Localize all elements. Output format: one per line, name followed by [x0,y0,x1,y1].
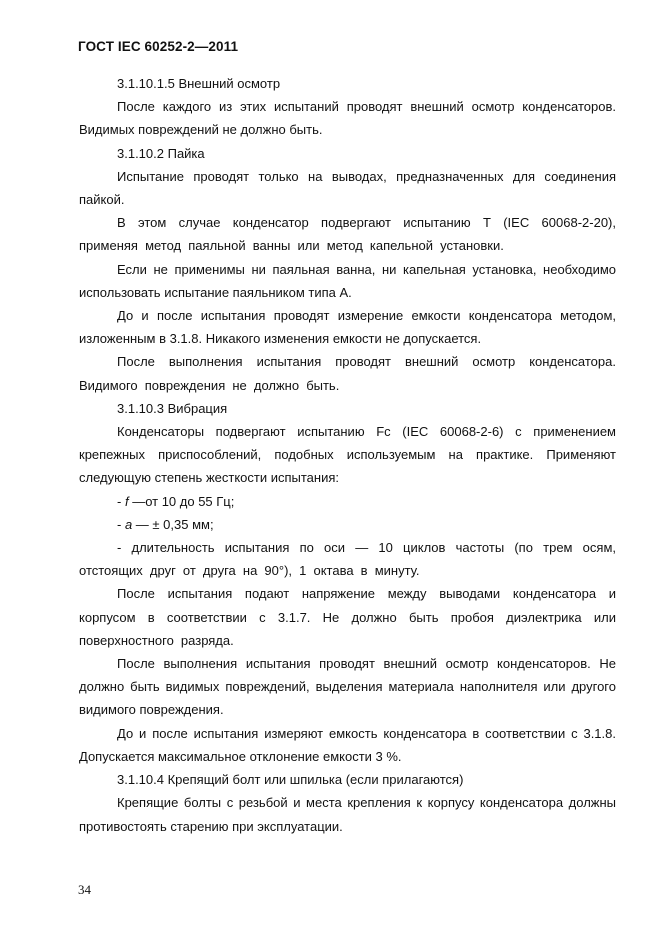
paragraph-vibration-test: Конденсаторы подвергают испытанию Fc (IEC 60068-2-6) с применением крепежных приспособлений, подобных используемым на практике. Применяют следующую степень жесткости испытания: [79,424,616,486]
list-item-duration: - длительность испытания по оси — 10 циклов частоты (по трем осям, отстоящих друг от друга на 90°), 1 октава в минуту. [79,540,616,579]
list-item-amplitude [79,513,616,536]
section-heading-3-1-10-3: 3.1.10.3 Вибрация [117,400,228,416]
section-heading-3-1-10-2: 3.1.10.2 Пайка [117,145,205,161]
list-item-frequency-text: —от 10 до 55 Гц; [128,493,235,509]
paragraph-voltage-test: После испытания подают напряжение между выводами конденсатора и корпусом в соответствии с 3.1.7. Не должно быть пробоя диэлектрика или поверхностного разряда. [79,586,616,648]
paragraph-mounting-bolts: Крепящие болты с резьбой и места крепления к корпусу конденсатора должны противостоять старению при эксплуатации. [79,795,616,834]
section-heading-3-1-10-1-5: 3.1.10.1.5 Внешний осмотр [117,76,281,91]
section-heading-3-1-10-4: 3.1.10.4 Крепящий болт или шпилька (если прилагаются) [117,772,464,788]
list-dash: - [117,516,125,532]
variable-a: a [124,516,133,532]
paragraph-capacitance-deviation: До и после испытания измеряют емкость конденсатора в соответствии с 3.1.8. Допускается максимальное отклонение емкости 3 %. [79,725,616,764]
list-dash: - [117,493,125,509]
paragraph-post-test-inspection: После выполнения испытания проводят внешний осмотр конденсаторов. Не должно быть видимых повреждений, выделения материала наполнителя или другого видимого повреждения. [79,656,616,718]
paragraph-capacitance-measurement: До и после испытания проводят измерение емкости конденсатора методом, изложенным в 3.1.8. Никакого изменения емкости не допускается. [79,308,616,347]
paragraph-external-inspection: После выполнения испытания проводят внешний осмотр конденсатора. Видимого повреждения не должно быть. [79,354,616,393]
paragraph-soldering-iron: Если не применимы ни паяльная ванна, ни капельная установка, необходимо использовать испытание паяльником типа А. [79,261,616,300]
list-item-frequency [79,490,616,513]
paragraph-visual-inspection: После каждого из этих испытаний проводят внешний осмотр конденсаторов. Видимых повреждений не должно быть. [79,99,616,138]
list-item-amplitude-text: — ± 0,35 мм; [132,516,214,532]
document-body [79,72,616,838]
document-header-title: ГОСТ IEC 60252-2—2011 [78,39,239,54]
page-number: 34 [78,882,91,897]
paragraph-soldering-terminals: Испытание проводят только на выводах, предназначенных для соединения пайкой. [79,168,616,208]
paragraph-test-t: В этом случае конденсатор подвергают испытанию Т (IEC 60068-2-20), применяя метод паяльной ванны или метод капельной установки. [79,215,616,254]
variable-f: f [124,493,129,509]
